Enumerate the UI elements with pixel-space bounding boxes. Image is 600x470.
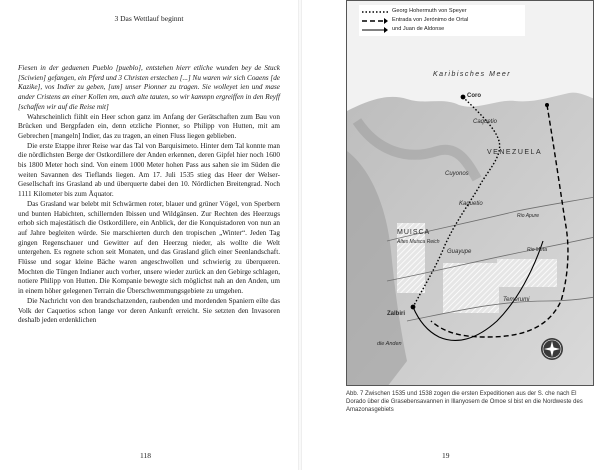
label-muisca: MUISCA	[397, 229, 431, 236]
legend-item	[362, 25, 522, 34]
paragraph: Wahrscheinlich fiihlt ein Heer schon ganz im Anfang der Gerätschaften zum Bau von Brücken und Bergpfaden ein, denn etzliche Pionner, so Philipp von Hutten, mit am Gebrechen [mangeln] Indier, das zu tragen, an einen Fluss liegen geblieben.	[18, 112, 280, 140]
map-graphic	[347, 1, 594, 386]
label-caquetio: Kaquetio	[459, 201, 483, 207]
paragraph: Die Nachricht von den brandschatzenden, raubenden und mordenden Spaniern eilte das Volk der Caquetios schon lange vor deren Ankunft erreicht. Sie setzten den Invasoren deshalb jeden erdenklichen	[18, 296, 280, 325]
label-venezuela: VENEZUELA	[487, 149, 543, 156]
paragraph: Die erste Etappe ihrer Reise war das Tal von Barquisimeto. Hinter dem Tal konnte man die nördlichsten Berge der Ostkordillere der Anden erkennen, deren Gipfel hier noch 1600 bis 1800 Meter hoch sind. Von einem 1000 Meter hohen Pass aus sahen sie im Süden die weiten Savannen des Tieflands liegen. Am 17. Juli 1535 stieg das Heer der Welser-Gesellschaft ins Grasland ab und überquerte dabei den 10. Nördlichen Breitengrad. Noch 1111 Kilometer bis zum Äquator.	[18, 141, 280, 199]
map-legend	[359, 5, 525, 36]
label-river: Rio Apure	[517, 213, 540, 219]
label-cuyonos: Cuyonos	[445, 171, 469, 177]
label-guayupe: Guayupe	[447, 249, 472, 255]
legend-label: Georg Hohermuth von Speyer	[392, 8, 467, 14]
label-temerumi: Temerumi	[503, 297, 530, 303]
label-river: Rio Meta	[527, 247, 548, 253]
map-caption: Abb. 7 Zwischen 1535 und 1538 zogen die ersten Expeditionen aus der S. che nach El Dorado über die Grasebensavannen in Illanyosem de Omoe sl bist en die Nordweste des Amazonasgebiets	[346, 391, 583, 414]
legend-label: und Juan de Aldonse	[392, 26, 445, 32]
label-zalbiri: Zalbiri	[387, 311, 406, 317]
label-sea: Karibisches Meer	[433, 71, 512, 78]
label-coro: Coro	[467, 93, 481, 99]
city-marker-coro	[461, 95, 466, 100]
label-caquetio: Caquetio	[473, 119, 498, 125]
paragraph-quote: Fiesen in der geduenen Pueblo [pueblo], entstehen hierr etliche wunden bey de Stuck [Sciwien] gefangen, ein Pferd und 3 Christen erstechen [...] Nu waren wir sich Coaens [de Kazike], vos Indier zu geben, [um] unser Pionner zu tragen. Sie wolleyet ien und mase ander Cristens an einer Kollen nm, auch alte tauten, so wir kamnpn ergreiffen in den Reyff [schaffen wir auf die Reise mit]	[18, 64, 280, 111]
legend-label: Entrada von Jerónimo de Ortal	[392, 17, 469, 23]
compass-rose-icon	[541, 338, 563, 360]
city-marker	[545, 103, 549, 107]
expedition-map	[346, 0, 594, 386]
label-muisca-sub: Altes Muisca Reich	[397, 239, 440, 245]
legend-item	[362, 16, 522, 25]
city-marker-zalbiri	[411, 305, 416, 310]
label-andes: die Anden	[377, 341, 402, 347]
page-number-left: 118	[140, 451, 151, 460]
plains-hatch	[497, 259, 557, 287]
paragraph: Das Grasland war belebt mit Schwärmen roter, blauer und grüner Vögel, von Sperbern und bunten Habichten, schillernden Ibissen und Wildgänsen. Zur Rechten des Heerzugs erhob sich majestätisch die Ostkordillere, ein Anblick, der die Konquistadoren von nun an auf Jahre begleiten würde. Sie marschierten durch den tropischen „Winter“. Jeden Tag gingen Regenschauer und Gewitter auf den Heerzug nieder, als wollte die Welt untergehen. Es regnete schon seit Monaten, und das Grasland glich einer Seenlandschaft. Flüsse und sogar kleine Bäche waren angeschwollen und schwierig zu überqueren. Mochten die Tüngen Indianer auch vorher, unsere wieder zurück an den Gebirge schlagen, notiere Philipp von Hutten. Die Kompanie bewegte sich möglichst nah an den Anden, um in einem höher gelegenen Terrain die Überschwemmungsgebiete zu umgehen.	[18, 199, 280, 296]
page-number-right: 19	[442, 451, 450, 460]
body-text	[18, 64, 280, 326]
right-page	[302, 0, 600, 470]
running-head: 3 Das Wettlauf beginnt	[114, 14, 184, 23]
legend-item	[362, 7, 522, 16]
